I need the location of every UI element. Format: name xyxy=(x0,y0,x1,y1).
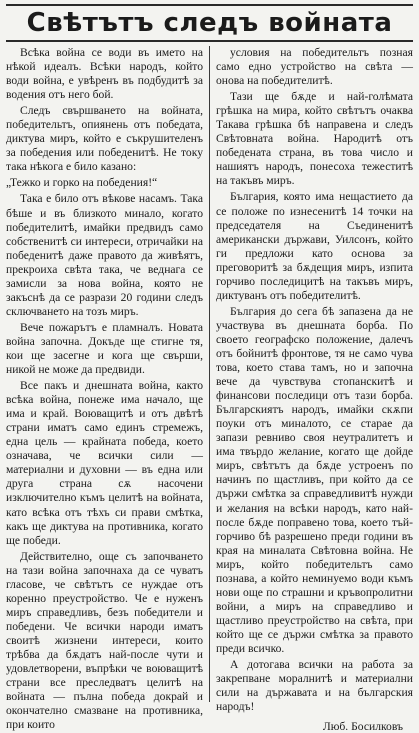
quote-line: „Тежко и горко на победения!“ xyxy=(6,176,158,190)
paragraph: Така е било отъ вѣкове насамъ. Така бѣше и въ близкото минало, когато победителитѣ, имайки предвидъ само собственитѣ си интереси, отричайки на победенитѣ даже правото да живѣятъ, прекроиха свѣта така, че веднага се замисли за нова война, която не закъснѣ да се разрази 20 години следъ сключването на тозъ миръ. xyxy=(6,192,203,318)
paragraph: България до сега бѣ запазена да не участвува въ днешната борба. По своето географско положение, далечъ отъ бойнитѣ фронтове, тя не само чува това, което става тамъ, но и започна вече да чувствува стопанскитѣ и финансови последици отъ тази борба. Българскиятъ народъ, имайки скѫпи поуки отъ миналото, се старае да запази ревниво своя неутралитетъ и има твърдо желание, когато ще дойде миръ, свѣтътъ да бѫде устроенъ по начинъ по щастливъ, при който да се държи смѣтка за справедливитѣ нужди и желания на всѣки народъ, като най-после бѫде поправено това, което тъй-горчиво бѣ разрешено преди години въ края на миналата Свѣтовна война. Не миръ, който победительтъ само познава, а който неминуемо води къмъ нови още по страшни и кръвопролитни войни, а миръ на справедливо и щастливо преустройство на свѣта, при който ще се държи смѣтка за правото преди всичко. xyxy=(216,304,413,655)
headline-band xyxy=(6,4,413,42)
article-columns xyxy=(6,46,414,733)
paragraph: условия на победительтъ позная само едно устройство на свѣта — онова на победителитѣ. xyxy=(216,46,413,88)
paragraph: Тази ще бѫде и най-голѣмата грѣшка на мира, който свѣтътъ очаква Такава грѣшка бѣ направена и следъ Свѣтовната война. Народитѣ отъ победената страна, въ това число и нашиятъ народъ, понесоха тежеститѣ на такъвъ миръ. xyxy=(216,90,413,188)
paragraph: Следъ свършването на войната, победительтъ, опиянень отъ победата, диктува миръ, който е съкрушителенъ за победения или победенитѣ. Не току така нѣкога е било казано: xyxy=(6,104,203,174)
right-column xyxy=(210,46,413,733)
paragraph: Действително, още съ започването на тази война започнаха да се чуватъ гласове, че свѣтътъ се нуждае отъ коренно преустройство. Че е нуженъ миръ справедливъ, безъ победители и победени. Че всички народи иматъ своитѣ жизнени интереси, които трѣбва да бѫдатъ най-после чути и удовлетворени, въпрѣки че воюващитѣ страни все преследватъ целитѣ на войната — пълна победа докрай и окончателно смазване на противника, при които xyxy=(6,549,203,732)
paragraph: А дотогава всички на работа за закрепване моралнитѣ и материални сили на държавата и на българския народъ! xyxy=(216,658,413,714)
paragraph: България, която има нещастието да се положе по изнесенитѣ 14 точки на председателя на Съединенитѣ американски държави, Уилсонъ, който ги предложи като основа за преговоритѣ за бѫдещия миръ, изпита горчиво последицитѣ на такъвъ миръ, диктуванъ отъ победителитѣ. xyxy=(216,190,413,302)
paragraph: Всѣка война се води въ името на нѣкой идеалъ. Всѣки народъ, който води война, е увѣренъ въ подбудитѣ за водения отъ него бой. xyxy=(6,46,203,102)
article-title: Свѣтътъ следъ войната xyxy=(26,8,393,38)
paragraph: Все пакъ и днешната война, както всѣка война, понеже има начало, ще има и край. Воюващитѣ и отъ двѣтѣ страни иматъ само единъ стремежъ, една цель — крайната победа, което означава, че всички сили — материални и духовни — въ една или друга страна сѫ насочени изключително къмъ целитѣ на войната, като всѣка отъ тѣхъ си прави смѣтка, какъ ще диктува на противника, когато ще победи. xyxy=(6,379,203,547)
author-signature: Люб. Босилковъ xyxy=(322,720,403,733)
paragraph: Вече пожарътъ е пламналъ. Новата война започна. Докъде ще стигне тя, кои ще засегне и кога ще свърши, никой не може да предвиди. xyxy=(6,320,203,377)
left-column xyxy=(6,46,209,732)
